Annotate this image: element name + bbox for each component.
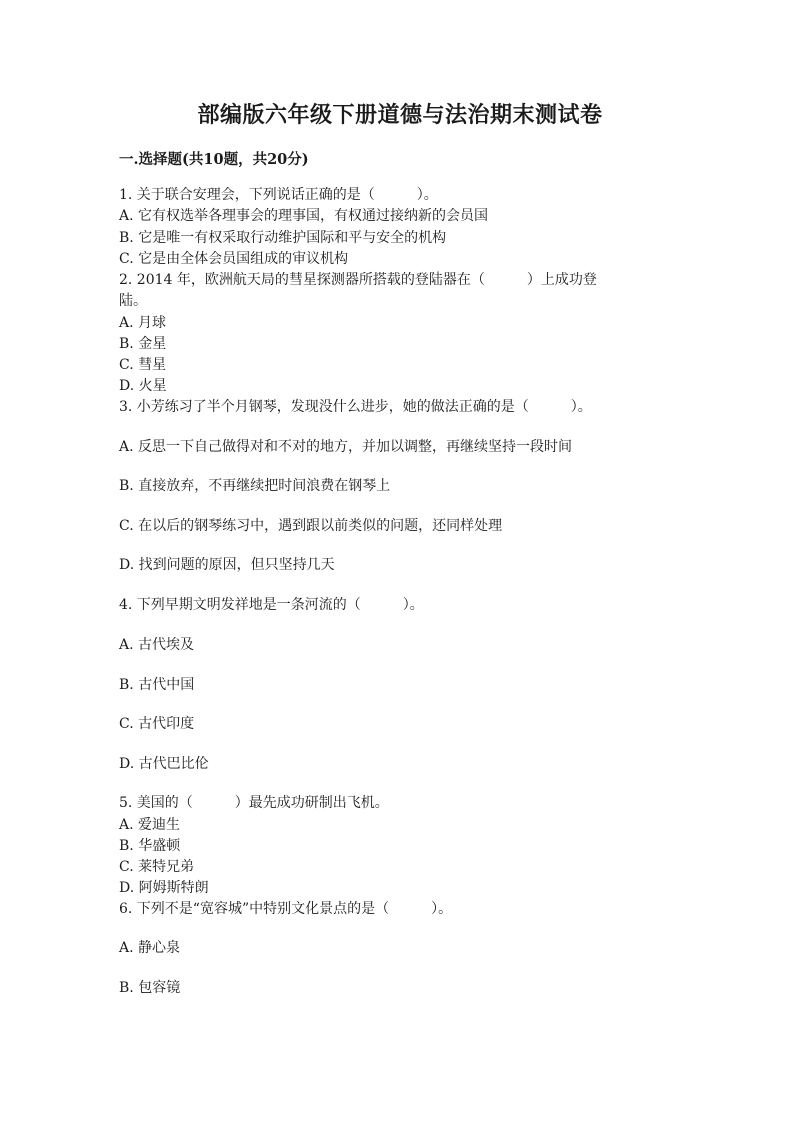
- question-5-option-d: D. 阿姆斯特朗: [119, 880, 209, 896]
- question-2-option-d: D. 火星: [119, 378, 167, 394]
- question-3-stem: 3. 小芳练习了半个月钢琴，发现没什么进步，她的做法正确的是（ ）。: [119, 399, 592, 415]
- question-1-stem: 1. 关于联合安理会，下列说话正确的是（ ）。: [119, 187, 438, 203]
- question-4-option-d: D. 古代巴比伦: [119, 756, 209, 772]
- question-6-option-a: A. 静心泉: [119, 940, 181, 956]
- question-1-option-b: B. 它是唯一有权采取行动维护国际和平与安全的机构: [119, 230, 447, 246]
- section-heading: 一.选择题(共10题，共20分): [119, 151, 309, 168]
- question-3-option-a: A. 反思一下自己做得对和不对的地方，并加以调整，再继续坚持一段时间: [119, 439, 573, 455]
- question-4-option-c: C. 古代印度: [119, 716, 195, 732]
- question-6-option-b: B. 包容镜: [119, 980, 181, 996]
- question-3-option-b: B. 直接放弃，不再继续把时间浪费在钢琴上: [119, 478, 391, 494]
- question-2-option-a: A. 月球: [119, 315, 167, 331]
- question-4-option-a: A. 古代埃及: [119, 637, 195, 653]
- question-5-option-b: B. 华盛顿: [119, 838, 181, 854]
- question-1-option-c: C. 它是由全体会员国组成的审议机构: [119, 251, 349, 267]
- question-4-stem: 4. 下列早期文明发祥地是一条河流的（ ）。: [119, 597, 424, 613]
- question-1-option-a: A. 它有权选举各理事会的理事国，有权通过接纳新的会员国: [119, 208, 489, 224]
- question-5-option-a: A. 爱迪生: [119, 817, 181, 833]
- question-4-option-b: B. 古代中国: [119, 677, 195, 693]
- question-2-option-b: B. 金星: [119, 336, 167, 352]
- page-title: 部编版六年级下册道德与法治期末测试卷: [197, 102, 603, 128]
- question-5-option-c: C. 莱特兄弟: [119, 859, 195, 875]
- question-5-stem: 5. 美国的（ ）最先成功研制出飞机。: [119, 795, 389, 811]
- question-6-stem: 6. 下列不是“宽容城”中特别文化景点的是（ ）。: [119, 901, 453, 917]
- question-2-option-c: C. 彗星: [119, 357, 167, 373]
- question-3-option-d: D. 找到问题的原因，但只坚持几天: [119, 557, 335, 573]
- question-2-stem: 2. 2014 年，欧洲航天局的彗星探测器所搭载的登陆器在（ ）上成功登: [119, 272, 597, 288]
- question-3-option-c: C. 在以后的钢琴练习中，遇到跟以前类似的问题，还同样处理: [119, 518, 503, 534]
- question-2-stem-continued: 陆。: [119, 293, 147, 309]
